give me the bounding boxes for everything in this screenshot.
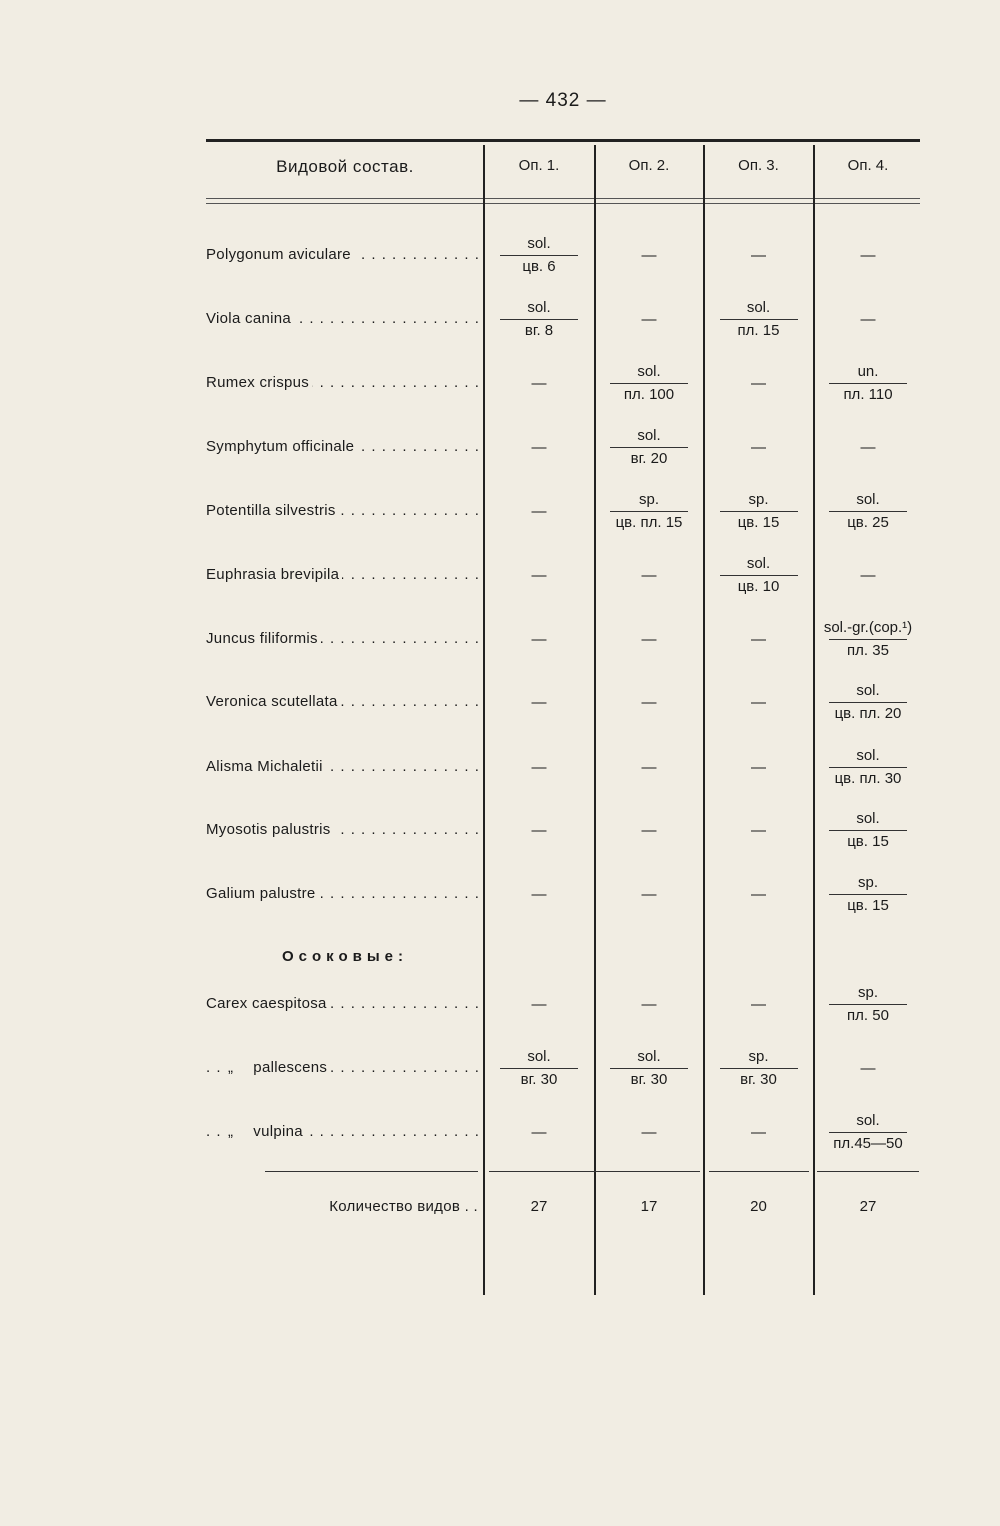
empty-cell-dash: — — [641, 886, 657, 903]
fraction-line — [500, 1068, 578, 1069]
abundance-value: sol. — [527, 299, 551, 316]
table-column-divider — [813, 145, 815, 1295]
empty-cell-dash: — — [531, 567, 547, 584]
table-cell — [486, 995, 592, 1015]
species-name — [206, 885, 478, 902]
table-cell — [816, 1059, 920, 1079]
table-cell — [816, 362, 920, 405]
abundance-value: sol. — [637, 363, 661, 380]
table-cell — [486, 821, 592, 841]
phenology-value: пл. 110 — [843, 386, 893, 403]
empty-cell-dash: — — [641, 567, 657, 584]
table-cell — [706, 374, 811, 394]
fraction-line — [829, 702, 907, 703]
page-number: — 432 — — [519, 90, 607, 111]
empty-cell-dash: — — [531, 822, 547, 839]
table-column-divider — [703, 145, 705, 1295]
table-cell — [597, 490, 701, 533]
abundance-value: sp. — [638, 491, 659, 508]
abundance-value: sp. — [748, 491, 769, 508]
table-column-divider — [483, 145, 485, 1295]
table-cell — [597, 758, 701, 778]
ditto-mark: „ — [228, 1059, 234, 1076]
table-cell — [486, 234, 592, 277]
table-bottom-rule — [709, 1171, 809, 1172]
table-cell — [706, 246, 811, 266]
species-label: Carex caespitosa — [206, 995, 327, 1012]
empty-cell-dash: — — [751, 247, 766, 264]
group-heading: Осоковые: — [281, 948, 408, 965]
empty-cell-dash: — — [751, 1124, 766, 1141]
table-cell — [816, 746, 920, 789]
empty-cell-dash: — — [751, 759, 766, 776]
table-bottom-rule — [265, 1171, 478, 1172]
table-cell — [486, 438, 592, 458]
species-name — [206, 693, 478, 710]
column-header-op4: Оп. 4. — [847, 157, 889, 174]
table-cell — [706, 821, 811, 841]
table-cell — [706, 758, 811, 778]
phenology-value: вг. 8 — [524, 322, 554, 339]
table-cell — [597, 566, 701, 586]
table-cell — [816, 618, 920, 661]
abundance-value: sol. — [856, 491, 880, 508]
table-cell — [706, 630, 811, 650]
abundance-value: sol. — [856, 747, 880, 764]
fraction-line — [829, 511, 907, 512]
species-name — [206, 1123, 478, 1140]
fraction-line — [829, 383, 907, 384]
species-name — [206, 1059, 478, 1076]
fraction-line — [829, 1004, 907, 1005]
table-cell — [486, 693, 592, 713]
table-cell — [597, 885, 701, 905]
fraction-line — [720, 511, 798, 512]
empty-cell-dash: — — [751, 439, 766, 456]
empty-cell-dash: — — [531, 439, 547, 456]
table-cell — [706, 490, 811, 533]
empty-cell-dash: — — [860, 567, 876, 584]
species-name — [206, 310, 478, 327]
species-label: Rumex crispus — [206, 374, 310, 391]
empty-cell-dash: — — [751, 694, 766, 711]
phenology-value: вг. 30 — [520, 1071, 558, 1088]
species-name — [206, 758, 478, 775]
phenology-value: цв. 6 — [522, 258, 556, 275]
fraction-line — [610, 383, 688, 384]
species-name — [206, 995, 478, 1012]
species-label: Alisma Michaletii — [206, 758, 323, 775]
table-cell — [706, 438, 811, 458]
phenology-value: пл. 35 — [847, 642, 889, 659]
species-name — [206, 438, 478, 455]
species-name — [206, 246, 478, 263]
empty-cell-dash: — — [641, 311, 657, 328]
table-cell — [816, 566, 920, 586]
table-cell — [597, 246, 701, 266]
abundance-value: sp. — [857, 874, 878, 891]
empty-cell-dash: — — [751, 375, 766, 392]
empty-cell-dash: — — [641, 694, 657, 711]
empty-cell-dash: — — [531, 631, 547, 648]
abundance-value: sol.-gr.(cop.¹) — [823, 619, 913, 636]
table-cell — [816, 246, 920, 266]
phenology-value: цв. 15 — [737, 514, 780, 531]
empty-cell-dash: — — [531, 375, 547, 392]
fraction-line — [500, 319, 578, 320]
species-label: vulpina — [253, 1123, 303, 1140]
table-cell — [816, 490, 920, 533]
total-op4: 27 — [859, 1198, 877, 1215]
table-cell — [597, 426, 701, 469]
table-cell — [706, 298, 811, 341]
species-name — [206, 630, 478, 647]
abundance-value: sol. — [637, 427, 661, 444]
table-cell — [816, 438, 920, 458]
empty-cell-dash: — — [641, 759, 657, 776]
abundance-value: sol. — [527, 1048, 551, 1065]
fraction-line — [829, 894, 907, 895]
empty-cell-dash: — — [751, 822, 766, 839]
empty-cell-dash: — — [531, 1124, 547, 1141]
empty-cell-dash: — — [531, 694, 547, 711]
empty-cell-dash: — — [531, 996, 547, 1013]
abundance-value: sol. — [856, 1112, 880, 1129]
table-cell — [486, 502, 592, 522]
abundance-value: sol. — [527, 235, 551, 252]
abundance-value: un. — [857, 363, 879, 380]
abundance-value: sp. — [857, 984, 878, 1001]
abundance-value: sol. — [746, 555, 771, 572]
fraction-line — [829, 830, 907, 831]
table-cell — [597, 995, 701, 1015]
phenology-value: цв. 10 — [737, 578, 780, 595]
abundance-value: sol. — [856, 682, 880, 699]
fraction-line — [829, 1132, 907, 1133]
table-cell — [486, 1123, 592, 1143]
phenology-value: цв. пл. 30 — [834, 770, 902, 787]
fraction-line — [829, 639, 907, 640]
species-label: Polygonum aviculare — [206, 246, 351, 263]
empty-cell-dash: — — [860, 1060, 876, 1077]
table-cell — [486, 566, 592, 586]
species-label: Euphrasia brevipila — [206, 566, 340, 583]
empty-cell-dash: — — [641, 247, 657, 264]
phenology-value: вг. 30 — [630, 1071, 668, 1088]
table-cell — [486, 1047, 592, 1090]
column-header-species: Видовой состав. — [276, 157, 414, 176]
empty-cell-dash: — — [531, 886, 547, 903]
fraction-line — [500, 255, 578, 256]
table-cell — [486, 758, 592, 778]
table-bottom-rule — [489, 1171, 700, 1172]
fraction-line — [720, 1068, 798, 1069]
table-cell — [597, 1047, 701, 1090]
empty-cell-dash: — — [860, 439, 876, 456]
phenology-value: цв. 15 — [847, 897, 889, 914]
table-cell — [486, 374, 592, 394]
table-cell — [706, 1047, 811, 1090]
species-label: Symphytum officinale — [206, 438, 355, 455]
empty-cell-dash: — — [641, 1124, 657, 1141]
fraction-line — [720, 319, 798, 320]
empty-cell-dash: — — [751, 996, 766, 1013]
fraction-line — [610, 447, 688, 448]
column-header-op2: Оп. 2. — [628, 157, 670, 174]
fraction-line — [610, 511, 688, 512]
phenology-value: пл. 15 — [737, 322, 780, 339]
phenology-value: пл. 50 — [847, 1007, 889, 1024]
table-cell — [597, 821, 701, 841]
empty-cell-dash: — — [641, 822, 657, 839]
total-op1: 27 — [530, 1198, 548, 1215]
table-cell — [486, 630, 592, 650]
fraction-line — [610, 1068, 688, 1069]
species-label: Galium palustre — [206, 885, 316, 902]
abundance-value: sp. — [748, 1048, 769, 1065]
phenology-value: цв. пл. 20 — [834, 705, 902, 722]
table-cell — [706, 885, 811, 905]
phenology-value: вг. 20 — [630, 450, 668, 467]
fraction-line — [720, 575, 798, 576]
column-header-op3: Оп. 3. — [738, 157, 779, 174]
table-cell — [597, 310, 701, 330]
table-cell — [816, 681, 920, 724]
species-label: Viola canina — [206, 310, 292, 327]
table-cell — [597, 1123, 701, 1143]
empty-cell-dash: — — [751, 886, 766, 903]
empty-cell-dash: — — [641, 996, 657, 1013]
table-cell — [816, 310, 920, 330]
species-label: Potentilla silvestris — [206, 502, 336, 519]
fraction-line — [829, 767, 907, 768]
column-header-op1: Оп. 1. — [518, 157, 560, 174]
species-label: Myosotis palustris — [206, 821, 331, 838]
abundance-value: sol. — [856, 810, 880, 827]
table-bottom-rule — [817, 1171, 919, 1172]
table-cell — [597, 630, 701, 650]
empty-cell-dash: — — [641, 631, 657, 648]
table-cell — [597, 362, 701, 405]
empty-cell-dash: — — [531, 759, 547, 776]
species-name — [206, 374, 478, 391]
table-cell — [706, 554, 811, 597]
species-label: pallescens — [253, 1059, 328, 1076]
table-cell — [706, 995, 811, 1015]
table-cell — [816, 809, 920, 852]
total-op3: 20 — [750, 1198, 767, 1215]
species-name — [206, 821, 478, 838]
table-cell — [816, 873, 920, 916]
table-cell — [816, 1111, 920, 1154]
empty-cell-dash: — — [860, 311, 876, 328]
table-cell — [706, 1123, 811, 1143]
species-label: Veronica scutellata — [206, 693, 338, 710]
empty-cell-dash: — — [860, 247, 876, 264]
phenology-value: цв. 15 — [847, 833, 889, 850]
table-cell — [486, 298, 592, 341]
species-name — [206, 566, 478, 583]
total-label: Количество видов . . — [329, 1198, 478, 1215]
species-label: Juncus filiformis — [206, 630, 318, 647]
table-cell — [706, 693, 811, 713]
table-cell — [816, 983, 920, 1026]
table-cell — [597, 693, 701, 713]
phenology-value: цв. пл. 15 — [615, 514, 683, 531]
abundance-value: sol. — [637, 1048, 661, 1065]
table-cell — [486, 885, 592, 905]
table-top-rule — [206, 139, 920, 142]
phenology-value: пл. 100 — [623, 386, 675, 403]
empty-cell-dash: — — [751, 631, 766, 648]
table-column-divider — [594, 145, 596, 1295]
phenology-value: вг. 30 — [740, 1071, 777, 1088]
phenology-value: цв. 25 — [847, 514, 889, 531]
empty-cell-dash: — — [531, 503, 547, 520]
phenology-value: пл.45—50 — [833, 1135, 903, 1152]
species-name — [206, 502, 478, 519]
ditto-mark: „ — [228, 1123, 234, 1140]
total-op2: 17 — [640, 1198, 658, 1215]
abundance-value: sol. — [746, 299, 771, 316]
